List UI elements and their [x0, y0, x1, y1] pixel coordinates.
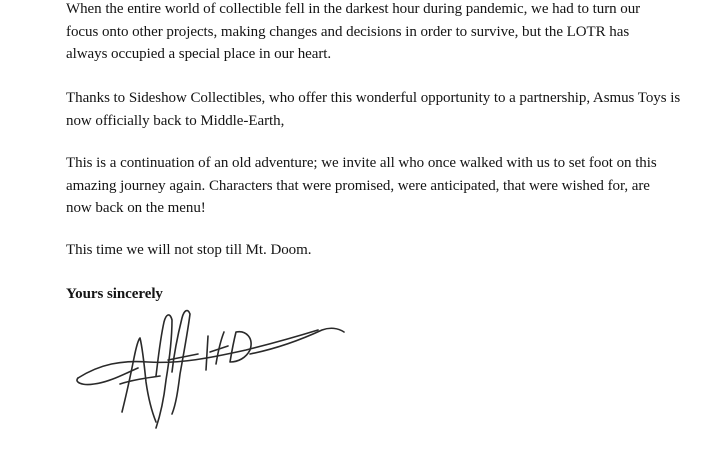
closing-salutation: Yours sincerely [66, 286, 163, 302]
paragraph-mt-doom: This time we will not stop till Mt. Doom. [66, 242, 312, 258]
paragraph-continuation: This is a continuation of an old adventure; we invite all who once walked with us to set foot on this amazing journey again. Characters that were promised, were anticipated, that were wished for, are now back on the menu! [66, 155, 657, 217]
handwritten-signature [60, 300, 360, 440]
paragraph-sideshow-partnership: Thanks to Sideshow Collectibles, who offer this wonderful opportunity to a partnership, Asmus Toys is now officially back to Middle-Earth, [66, 90, 681, 129]
paragraph-pandemic: When the entire world of collectible fell in the darkest hour during pandemic, we had to turn our focus onto other projects, making changes and decisions in order to survive, but the LOTR has always occupied a special place in our heart. [66, 1, 641, 63]
